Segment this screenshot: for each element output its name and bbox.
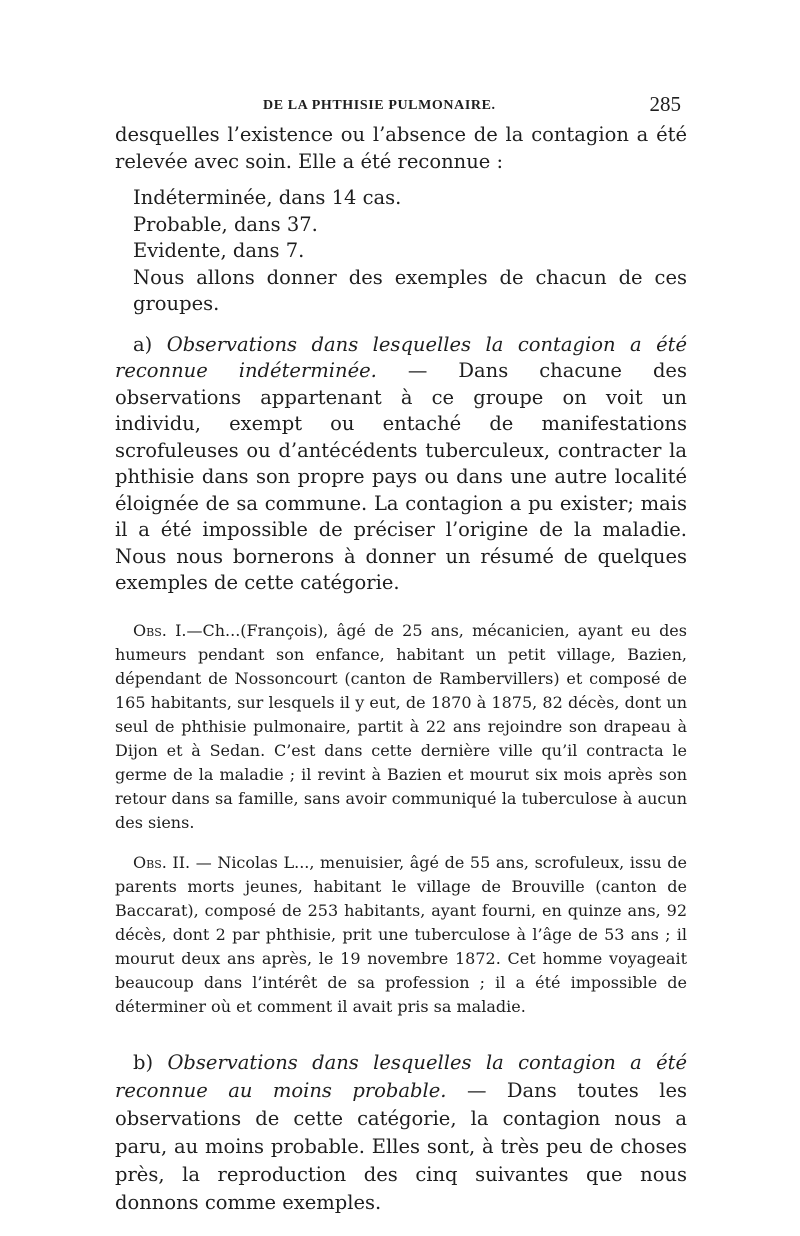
lead-sentence: Nous allons donner des exemples de chacun de ces groupes. bbox=[133, 265, 687, 315]
contagion-list bbox=[115, 185, 687, 265]
section-b-heading: Observations dans lesquelles la contagion a été reconnue au moins probable. bbox=[115, 1050, 687, 1102]
intro-paragraph: desquelles l’existence ou l’absence de la contagion a été relevée avec soin. Elle a été reconnue : bbox=[115, 123, 687, 173]
running-title: DE LA PHTHISIE PULMONAIRE. bbox=[263, 98, 496, 113]
page-number: 285 bbox=[649, 92, 681, 116]
observation-label: Obs. I. bbox=[133, 620, 187, 640]
list-item: Evidente, dans 7. bbox=[133, 239, 305, 262]
observation-2 bbox=[115, 851, 687, 1019]
list-item: Indéterminée, dans 14 cas. bbox=[133, 186, 402, 209]
section-a-marker: a) bbox=[133, 332, 153, 356]
section-a-text: — Dans chacune des observations appartenant à ce groupe on voit un individu, exempt ou entaché de manifestations scrofuleuses ou d’antécédents tuberculeux, contracter la phthisie dans son propre pays ou dans une autre localité éloignée de sa commune. La contagion a pu exister; mais il a été impossible de préciser l’origine de la maladie. Nous nous bornerons à donner un résumé de quelques exemples de cette catégorie. bbox=[115, 359, 687, 594]
section-b-text: — Dans toutes les observations de cette catégorie, la contagion nous a paru, au moins probable. Elles sont, à très peu de choses près, la reproduction des cinq suivantes que nous donnons comme exemples. bbox=[115, 1078, 687, 1214]
observation-1 bbox=[115, 619, 687, 835]
running-head bbox=[115, 92, 687, 122]
section-b-marker: b) bbox=[133, 1050, 154, 1074]
observation-label: Obs. II. bbox=[133, 852, 191, 872]
book-page bbox=[115, 92, 687, 1236]
section-a-heading: Observations dans lesquelles la contagion a été reconnue indéterminée. bbox=[115, 332, 687, 382]
section-b-paragraph bbox=[115, 1049, 687, 1217]
section-a-paragraph bbox=[115, 332, 687, 597]
observation-text: — Nicolas L..., menuisier, âgé de 55 ans, scrofuleux, issu de parents morts jeunes, habitant le village de Brouville (canton de Baccarat), composé de 253 habitants, ayant fourni, en quinze ans, 92 décès, dont 2 par phthisie, prit une tuberculose à l’âge de 53 ans ; il mourut deux ans après, le 19 novembre 1872. Cet homme voyageait beaucoup dans l’intérêt de sa profession ; il a été impossible de déterminer où et comment il avait pris sa maladie. bbox=[115, 852, 687, 1016]
list-item: Probable, dans 37. bbox=[133, 212, 318, 236]
observation-text: —Ch...(François), âgé de 25 ans, mécanicien, ayant eu des humeurs pendant son enfance, habitant un petit village, Bazien, dépendant de Nossoncourt (canton de Rambervillers) et composé de 165 habitants, sur lesquels il y eut, de 1870 à 1875, 82 décès, dont un seul de phthisie pulmonaire, partit à 22 ans rejoindre son drapeau à Dijon et à Sedan. C’est dans cette dernière ville qu’il contracta le germe de la maladie ; il revint à Bazien et mourut six mois après son retour dans sa famille, sans avoir communiqué la tuberculose à aucun des siens. bbox=[115, 620, 687, 832]
